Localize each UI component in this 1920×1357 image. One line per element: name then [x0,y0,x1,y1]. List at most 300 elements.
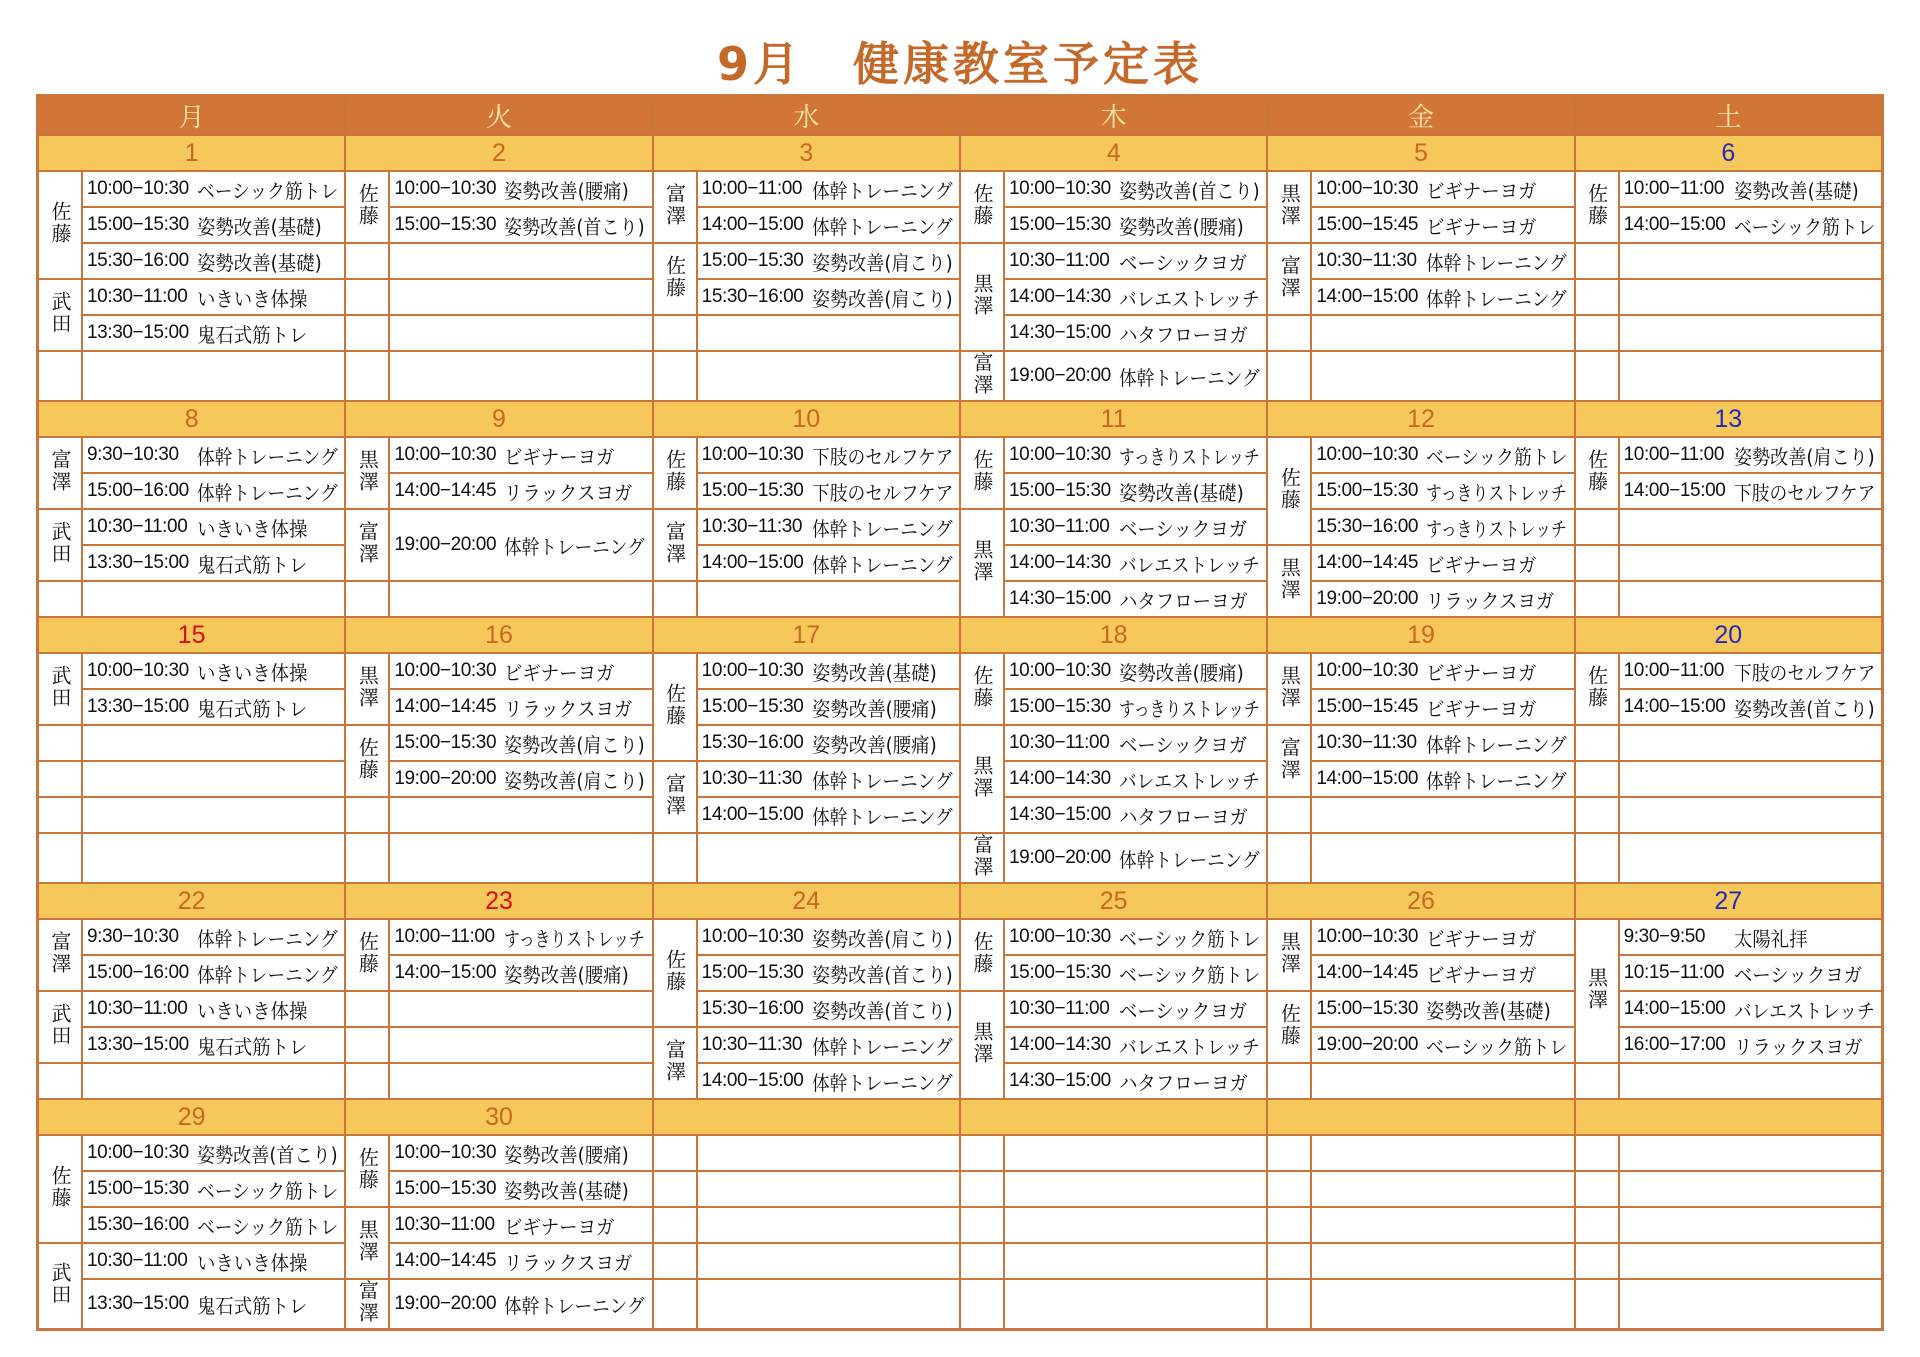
class-entry [390,1280,653,1330]
date-cell [1576,618,1883,654]
instructor-name: 武田 [48,1003,72,1047]
empty-instructor-cell [1576,280,1620,316]
date-row [39,402,1883,438]
class-entry [1005,690,1268,726]
class-entry [698,474,961,510]
class-entry [83,474,346,510]
class-entry [1005,992,1268,1028]
empty-instructor-cell [1268,1064,1312,1100]
empty-class-cell [698,352,961,402]
class-name: ベーシックヨガ [1118,516,1248,541]
instructor-cell [1576,438,1620,510]
class-name: 体幹トレーニング [811,214,953,239]
class-time: 14:00−14:45 [1316,552,1419,573]
class-name: 姿勢改善(肩こり) [1733,444,1875,469]
instructor-cell [1268,726,1312,798]
class-name: 姿勢改善(腰痛) [504,962,630,987]
class-name: ベーシックヨガ [1118,998,1248,1023]
empty-instructor-cell [39,762,83,798]
class-name: 鬼石式筋トレ [197,1034,308,1059]
class-time: 19:00−20:00 [394,534,497,555]
class-name: 姿勢改善(首こり) [197,1142,338,1167]
empty-instructor-cell [654,1280,698,1330]
instructor-cell [961,172,1005,244]
instructor-name: 富澤 [48,449,72,493]
class-name: 姿勢改善(基礎) [1733,178,1859,203]
date-cell [39,1100,346,1136]
date-number: 12 [1407,404,1435,433]
class-time: 10:00−10:30 [701,444,804,465]
class-entry [83,690,346,726]
class-name: 鬼石式筋トレ [197,696,308,721]
empty-class-cell [1620,1280,1883,1330]
instructor-name: 佐藤 [969,183,994,227]
empty-class-cell [1620,726,1883,762]
class-entry [390,1208,653,1244]
class-entry [698,244,961,280]
instructor-name: 佐藤 [662,449,687,493]
instructor-name: 黒澤 [1584,967,1609,1011]
schedule-row [39,172,1883,208]
date-cell [961,884,1268,920]
empty-instructor-cell [961,1244,1005,1280]
class-entry [83,1208,346,1244]
class-time: 10:00−10:30 [394,178,497,199]
class-time: 15:00−16:00 [87,480,189,501]
instructor-cell [39,654,83,726]
instructor-cell [654,510,698,582]
class-entry [698,726,961,762]
class-name: 姿勢改善(腰痛) [1118,660,1244,685]
date-row [39,884,1883,920]
class-name: ベーシック筋トレ [1426,444,1568,469]
class-name: リラックスヨガ [1733,1034,1862,1059]
class-name: ベーシック筋トレ [197,1214,339,1239]
empty-class-cell [1312,1244,1575,1280]
class-name: 体幹トレーニング [1118,365,1260,390]
date-number: 10 [792,404,821,433]
class-entry [1312,1028,1575,1064]
class-time: 15:30−16:00 [701,998,804,1019]
empty-class-cell [698,316,961,352]
instructor-name: 武田 [48,521,72,565]
schedule-row [39,1208,1883,1244]
class-entry [1005,316,1268,352]
class-name: 体幹トレーニング [811,516,953,541]
class-time: 14:30−15:00 [1008,1070,1111,1091]
class-entry [1005,798,1268,834]
empty-class-cell [1620,1244,1883,1280]
class-entry [1005,920,1268,956]
date-number: 9 [492,404,506,433]
class-entry [390,1244,653,1280]
class-time: 14:00−14:30 [1008,1034,1111,1055]
class-time: 10:30−11:00 [87,998,188,1019]
class-entry [1312,208,1575,244]
date-cell [654,136,961,172]
class-time: 13:30−15:00 [87,1293,189,1314]
date-cell [1268,618,1575,654]
empty-instructor-cell [1268,316,1312,352]
date-cell [654,1100,961,1136]
date-cell [1268,1100,1575,1136]
empty-class-cell [390,1028,653,1064]
empty-instructor-cell [39,798,83,834]
weekday-header-fri: 金 [1268,97,1575,136]
empty-class-cell [698,1172,961,1208]
class-time: 10:00−11:00 [1623,660,1725,681]
class-name: ベーシックヨガ [1118,732,1248,757]
class-entry [1005,762,1268,798]
instructor-name: 佐藤 [48,1165,72,1209]
class-entry [1312,280,1575,316]
class-entry [1620,172,1883,208]
class-time: 14:00−15:00 [1623,998,1726,1019]
empty-class-cell [1620,280,1883,316]
instructor-name: 富澤 [969,352,994,396]
empty-class-cell [83,762,346,798]
class-name: 下肢のセルフケア [1733,480,1876,505]
empty-instructor-cell [1576,546,1620,582]
instructor-name: 富澤 [662,183,687,227]
empty-instructor-cell [346,280,390,316]
date-cell [39,402,346,438]
instructor-name: 佐藤 [969,931,994,975]
empty-class-cell [1620,1208,1883,1244]
class-entry [698,1064,961,1100]
instructor-name: 佐藤 [969,665,994,709]
class-entry [390,208,653,244]
class-entry [390,654,653,690]
class-time: 10:00−10:30 [701,926,804,947]
schedule-row [39,1244,1883,1280]
class-time: 15:00−15:30 [394,214,497,235]
class-time: 10:30−11:00 [1008,732,1110,753]
empty-instructor-cell [1576,1136,1620,1172]
instructor-name: 佐藤 [355,931,380,975]
date-number: 18 [1099,620,1128,649]
date-cell [1576,136,1883,172]
class-time: 15:00−15:30 [1008,480,1111,501]
class-entry [1005,834,1268,884]
instructor-name: 武田 [48,1262,72,1306]
class-entry [698,510,961,546]
class-name: 姿勢改善(肩こり) [811,926,953,951]
instructor-cell [654,244,698,316]
instructor-name: 富澤 [662,1039,687,1083]
weekday-header-mon: 月 [39,97,346,136]
instructor-name: 黒澤 [969,755,994,799]
class-time: 15:30−16:00 [1316,516,1419,537]
class-entry [83,510,346,546]
instructor-cell [346,438,390,510]
date-number: 26 [1407,886,1435,915]
instructor-cell [961,244,1005,352]
instructor-cell [961,352,1005,402]
class-name: 姿勢改善(基礎) [504,1178,630,1203]
class-entry [1312,510,1575,546]
empty-instructor-cell [1268,1208,1312,1244]
class-name: ビギナーヨガ [1426,552,1537,577]
class-entry [1620,1028,1883,1064]
class-time: 14:00−15:00 [701,804,804,825]
instructor-cell [1268,920,1312,992]
instructor-cell [654,654,698,762]
empty-instructor-cell [1576,834,1620,884]
class-name: 鬼石式筋トレ [197,322,308,347]
empty-class-cell [1312,316,1575,352]
date-number: 29 [177,1102,206,1131]
empty-instructor-cell [1268,352,1312,402]
class-entry [83,208,346,244]
date-number: 17 [792,620,821,649]
weekday-header-row [39,97,1883,136]
class-time: 14:30−15:00 [1008,588,1111,609]
empty-instructor-cell [39,726,83,762]
instructor-cell [39,1136,83,1244]
date-number: 20 [1714,620,1743,649]
empty-instructor-cell [346,316,390,352]
class-entry [1005,208,1268,244]
class-name: ベーシック筋トレ [197,178,339,203]
class-name: 姿勢改善(基礎) [197,214,322,239]
date-number: 1 [184,138,199,167]
schedule-row [39,834,1883,884]
empty-class-cell [1620,1064,1883,1100]
empty-class-cell [698,1208,961,1244]
class-entry [83,546,346,582]
instructor-cell [346,1208,390,1280]
empty-class-cell [390,1064,653,1100]
instructor-name: 佐藤 [969,449,994,493]
date-number: 27 [1714,886,1743,915]
date-cell [39,884,346,920]
instructor-cell [39,172,83,280]
class-entry [1005,474,1268,510]
class-time: 15:00−15:45 [1316,214,1419,235]
class-name: 体幹トレーニング [1426,286,1567,311]
class-time: 15:00−15:30 [701,696,804,717]
class-time: 15:30−16:00 [87,1214,189,1235]
class-time: 10:00−11:00 [701,178,803,199]
date-cell [346,884,653,920]
class-name: 下肢のセルフケア [811,444,954,469]
class-time: 10:30−11:00 [1008,998,1110,1019]
date-number: 23 [485,886,513,915]
instructor-name: 富澤 [355,1280,380,1324]
date-row [39,136,1883,172]
empty-instructor-cell [1268,1136,1312,1172]
class-name: 鬼石式筋トレ [197,1293,308,1318]
instructor-name: 富澤 [662,773,687,817]
class-entry [1620,920,1883,956]
class-entry [1620,992,1883,1028]
class-entry [83,316,346,352]
class-time: 15:00−15:30 [1008,214,1111,235]
instructor-name: 佐藤 [662,683,687,727]
class-name: 姿勢改善(肩こり) [811,250,953,275]
empty-instructor-cell [654,1172,698,1208]
class-entry [390,690,653,726]
class-entry [390,762,653,798]
class-time: 13:30−15:00 [87,552,189,573]
class-name: ハタフローヨガ [1118,1070,1248,1095]
class-entry [1620,438,1883,474]
class-name: 太陽礼拝 [1733,926,1808,951]
class-time: 10:30−11:30 [1316,732,1417,753]
empty-instructor-cell [39,834,83,884]
class-time: 10:00−10:30 [1316,178,1419,199]
class-name: 体幹トレーニング [811,1034,953,1059]
class-time: 19:00−20:00 [1008,365,1111,386]
date-cell [961,136,1268,172]
empty-class-cell [1312,1172,1575,1208]
empty-class-cell [1005,1208,1268,1244]
class-entry [698,690,961,726]
schedule-row [39,438,1883,474]
instructor-cell [961,726,1005,834]
empty-instructor-cell [1268,1244,1312,1280]
empty-class-cell [83,1064,346,1100]
class-name: すっきりストレッチ [504,926,646,951]
class-entry [1005,1064,1268,1100]
schedule-table [36,94,1884,1331]
schedule-row [39,726,1883,762]
class-entry [1312,546,1575,582]
class-entry [83,244,346,280]
class-time: 14:00−14:45 [1316,962,1419,983]
class-time: 10:00−10:30 [87,660,189,681]
class-entry [1312,654,1575,690]
date-number: 13 [1714,404,1743,433]
class-name: 姿勢改善(肩こり) [811,286,953,311]
empty-class-cell [1620,244,1883,280]
class-name: ビギナーヨガ [1426,214,1537,239]
class-entry [1312,726,1575,762]
class-name: ベーシック筋トレ [1426,1034,1568,1059]
date-number: 5 [1414,138,1428,167]
class-entry [1620,474,1883,510]
instructor-name: 黒澤 [1277,665,1302,709]
class-entry [390,920,653,956]
class-time: 10:00−10:30 [701,660,804,681]
instructor-name: 黒澤 [969,273,994,317]
class-name: 体幹トレーニング [197,962,338,987]
class-entry [1005,726,1268,762]
class-entry [698,208,961,244]
class-entry [1005,546,1268,582]
class-entry [698,280,961,316]
empty-instructor-cell [346,1064,390,1100]
class-name: 体幹トレーニング [1426,768,1567,793]
empty-class-cell [83,798,346,834]
weekday-header-sat: 土 [1576,97,1883,136]
class-name: 鬼石式筋トレ [197,552,308,577]
class-time: 10:00−10:30 [1008,444,1111,465]
instructor-cell [39,438,83,510]
empty-instructor-cell [1268,1172,1312,1208]
class-time: 15:00−15:30 [394,1178,497,1199]
instructor-cell [39,992,83,1064]
empty-class-cell [1312,834,1575,884]
class-name: 体幹トレーニング [1118,847,1260,872]
class-time: 15:00−15:30 [1008,962,1111,983]
class-entry [698,956,961,992]
instructor-cell [39,1244,83,1330]
instructor-name: 富澤 [662,521,687,565]
class-time: 10:30−11:00 [1008,250,1110,271]
date-number: 15 [177,620,206,649]
date-cell [654,618,961,654]
instructor-cell [961,920,1005,992]
class-entry [1620,208,1883,244]
date-number: 4 [1106,138,1121,167]
class-name: リラックスヨガ [504,1250,633,1275]
class-name: 姿勢改善(首こり) [504,214,645,239]
class-entry [1312,762,1575,798]
class-name: ハタフローヨガ [1118,804,1248,829]
class-time: 15:30−16:00 [701,286,804,307]
class-entry [1005,438,1268,474]
date-cell [1576,1100,1883,1136]
class-name: ベーシックヨガ [1118,250,1248,275]
class-name: ビギナーヨガ [1426,660,1537,685]
empty-class-cell [1620,762,1883,798]
class-time: 14:00−14:45 [394,480,497,501]
class-name: ベーシック筋トレ [1118,926,1261,951]
class-entry [390,510,653,582]
date-number: 30 [485,1102,513,1131]
instructor-cell [654,172,698,244]
date-number: 24 [792,886,821,915]
class-time: 19:00−20:00 [1008,847,1111,868]
empty-class-cell [1620,546,1883,582]
class-entry [1005,654,1268,690]
empty-instructor-cell [961,1280,1005,1330]
empty-class-cell [83,726,346,762]
date-cell [346,402,653,438]
class-name: ビギナーヨガ [504,660,615,685]
date-number: 11 [1100,404,1127,433]
instructor-cell [961,438,1005,510]
class-time: 15:00−15:30 [87,1178,189,1199]
instructor-name: 佐藤 [1584,665,1609,709]
date-row [39,618,1883,654]
class-entry [83,280,346,316]
instructor-name: 黒澤 [1277,557,1302,601]
class-time: 10:00−10:30 [1008,660,1111,681]
class-name: バレエストレッチ [1118,286,1260,311]
class-time: 14:00−15:00 [701,552,804,573]
instructor-name: 佐藤 [355,737,380,781]
instructor-name: 武田 [48,665,72,709]
instructor-cell [961,834,1005,884]
class-name: いきいき体操 [197,660,308,685]
empty-class-cell [1620,582,1883,618]
schedule-row [39,1172,1883,1208]
class-time: 14:00−14:45 [394,1250,497,1271]
class-entry [390,172,653,208]
class-time: 13:30−15:00 [87,322,189,343]
class-time: 10:00−10:30 [87,178,189,199]
class-time: 15:00−15:45 [1316,696,1419,717]
class-name: 姿勢改善(腰痛) [1118,214,1244,239]
instructor-name: 富澤 [969,834,994,878]
class-name: リラックスヨガ [1426,588,1555,613]
class-entry [1312,438,1575,474]
class-name: 体幹トレーニング [197,480,338,505]
class-time: 10:30−11:30 [1316,250,1417,271]
